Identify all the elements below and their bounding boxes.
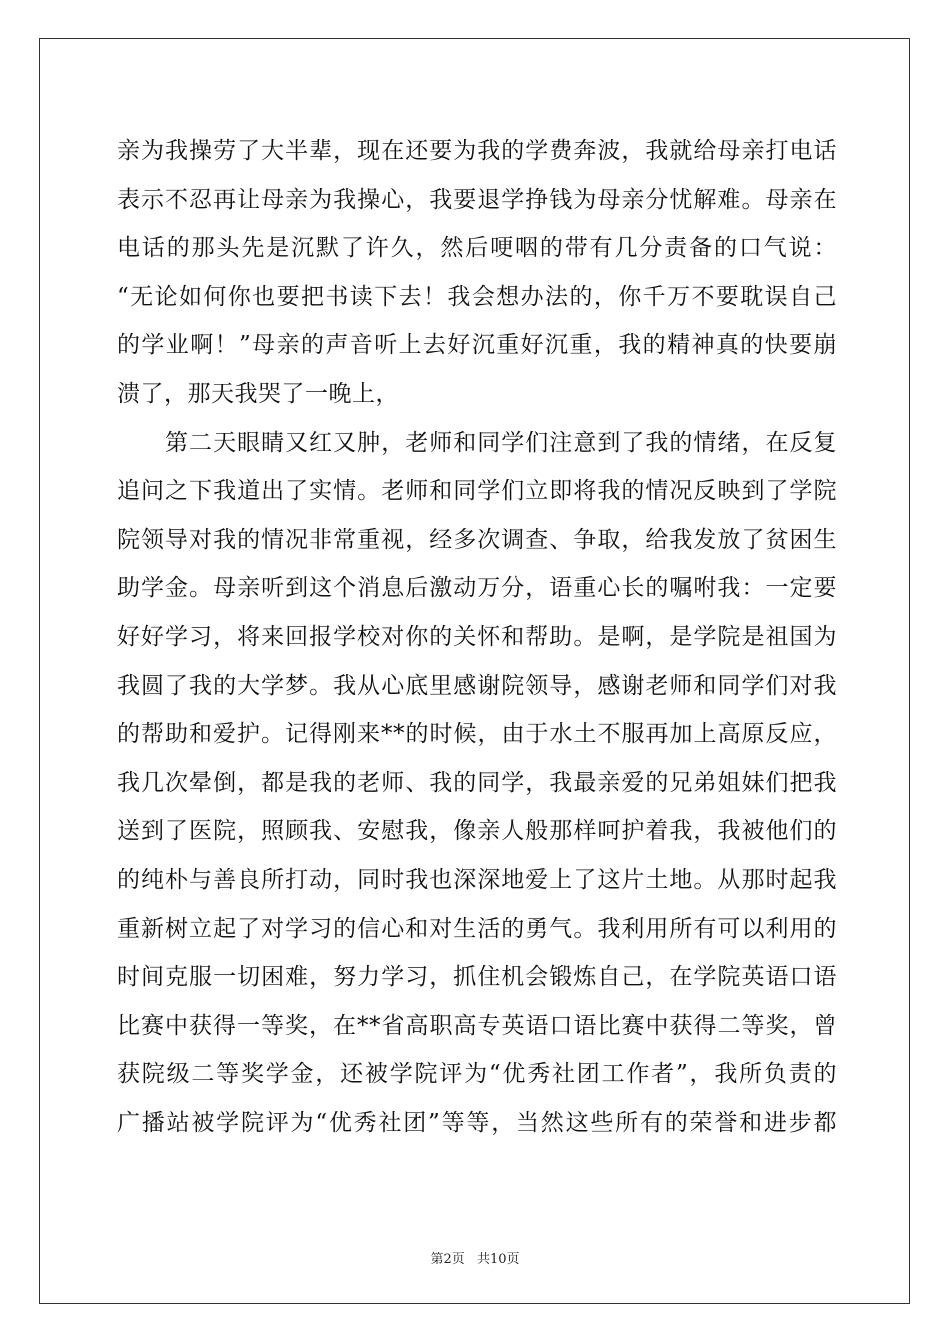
text-line: 电话的那头先是沉默了许久，然后哽咽的带有几分责备的口气说：: [117, 235, 837, 262]
text-line: 广播站被学院评为“优秀社团”等等，当然这些所有的荣誉和进步都: [117, 1109, 837, 1136]
text-line: “无论如何你也要把书读下去！我会想办法的，你千万不要耽误自己: [117, 283, 837, 310]
text-line: 追问之下我道出了实情。老师和同学们立即将我的情况反映到了学院: [117, 478, 837, 505]
text-line: 我圆了我的大学梦。我从心底里感谢院领导，感谢老师和同学们对我: [117, 672, 837, 699]
text-line: 溃了，那天我哭了一晚上，: [117, 380, 399, 407]
text-line: 的帮助和爱护。记得刚来**的时候，由于水土不服再加上高原反应，: [117, 721, 837, 748]
text-line: 院领导对我的情况非常重视，经多次调查、争取，给我发放了贫困生: [117, 526, 837, 553]
text-line: 亲为我操劳了大半辈，现在还要为我的学费奔波，我就给母亲打电话: [117, 138, 837, 164]
text-line: 助学金。母亲听到这个消息后激动万分，语重心长的嘱咐我：一定要: [117, 575, 837, 602]
text-line: 送到了医院，照顾我、安慰我，像亲人般那样呵护着我，我被他们的: [117, 818, 837, 845]
text-line: 我几次晕倒，都是我的老师、我的同学，我最亲爱的兄弟姐妹们把我: [117, 769, 837, 796]
page-total: 共10页: [476, 1252, 520, 1267]
text-line: 时间克服一切困难，努力学习，抓住机会锻炼自己，在学院英语口语: [117, 964, 837, 991]
text-line: 比赛中获得一等奖，在**省高职高专英语口语比赛中获得二等奖，曾: [117, 1012, 837, 1039]
text-line: 获院级二等奖学金，还被学院评为“优秀社团工作者”，我所负责的: [117, 1061, 837, 1088]
text-line: 好好学习，将来回报学校对你的关怀和帮助。是啊，是学院是祖国为: [117, 623, 837, 650]
text-line: 重新树立起了对学习的信心和对生活的勇气。我利用所有可以利用的: [117, 915, 837, 942]
text-line: 的学业啊！”母亲的声音听上去好沉重好沉重，我的精神真的快要崩: [117, 332, 837, 359]
document-body: [117, 127, 837, 1147]
page-footer: [0, 1248, 950, 1267]
text-line: 的纯朴与善良所打动，同时我也深深地爱上了这片土地。从那时起我: [117, 866, 837, 893]
text-line: 表示不忍再让母亲为我操心，我要退学挣钱为母亲分忧解难。母亲在: [117, 186, 837, 213]
text-line: 第二天眼睛又红又肿，老师和同学们注意到了我的情绪，在反复: [117, 429, 837, 456]
page-number: 第2页: [430, 1252, 465, 1267]
